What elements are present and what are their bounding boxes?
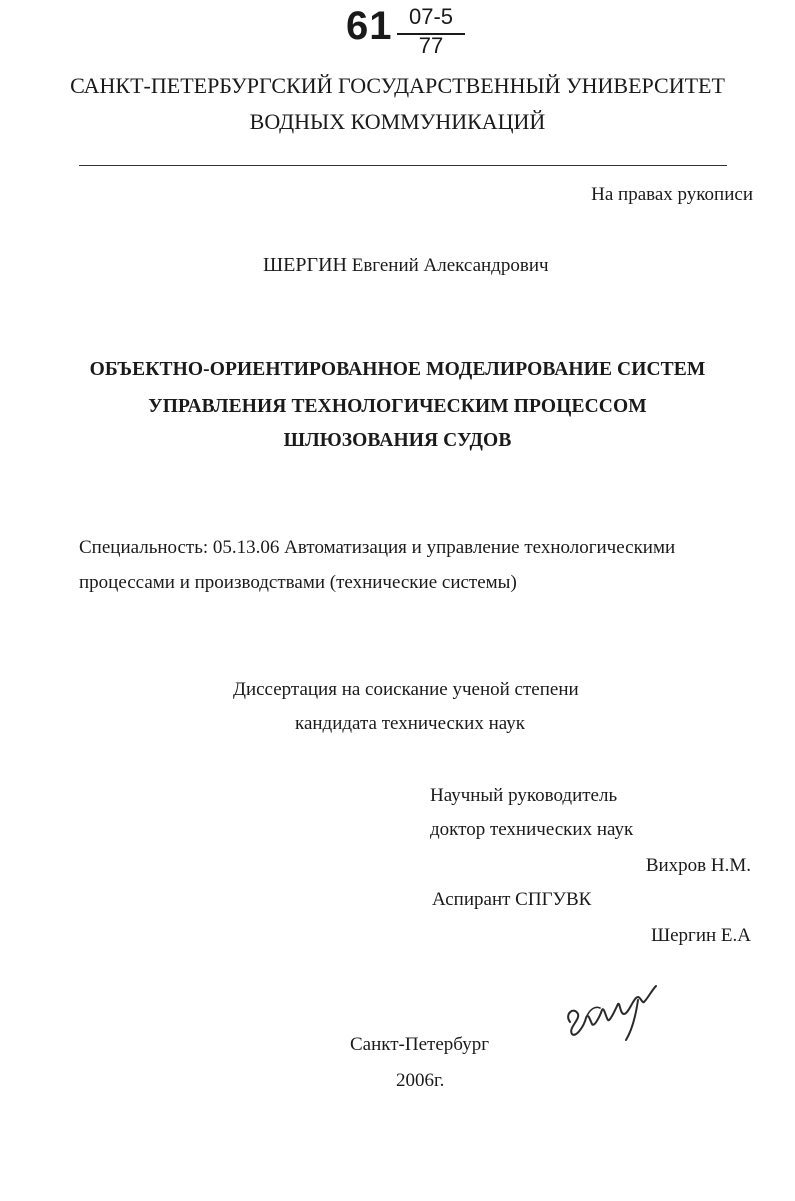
- place: Санкт-Петербург: [350, 1034, 490, 1055]
- library-code-main: 61: [346, 4, 393, 48]
- thesis-title-line1: ОБЪЕКТНО-ОРИЕНТИРОВАННОЕ МОДЕЛИРОВАНИЕ СИСТЕМ: [89, 359, 706, 380]
- year: 2006г.: [396, 1070, 445, 1091]
- specialty-line1: Специальность: 05.13.06 Автоматизация и управление технологическими: [79, 537, 676, 558]
- dissertation-line2: кандидата технических наук: [295, 713, 525, 734]
- specialty-line2: процессами и производствами (технические системы): [79, 572, 517, 593]
- postgraduate-name: Шергин Е.А: [650, 925, 751, 946]
- library-code-numerator: 07-5: [408, 4, 454, 29]
- postgraduate-role: Аспирант СПГУВК: [432, 889, 592, 910]
- author-surname: ШЕРГИН: [263, 254, 347, 276]
- thesis-title-line3: ШЛЮЗОВАНИЯ СУДОВ: [283, 430, 512, 451]
- header-divider: [79, 165, 727, 166]
- supervisor-role: Научный руководитель: [430, 785, 618, 806]
- dissertation-line1: Диссертация на соискание ученой степени: [233, 679, 579, 700]
- manuscript-note: На правах рукописи: [591, 184, 753, 205]
- supervisor-name: Вихров Н.М.: [645, 855, 751, 876]
- handwritten-signature: [556, 978, 676, 1048]
- author-given-names: Евгений Александрович: [351, 255, 549, 276]
- author-name: [263, 253, 549, 278]
- thesis-title-line2: УПРАВЛЕНИЯ ТЕХНОЛОГИЧЕСКИМ ПРОЦЕССОМ: [148, 396, 647, 417]
- library-code-denominator: 77: [418, 33, 444, 58]
- supervisor-degree: доктор технических наук: [430, 819, 634, 840]
- university-name-line2: ВОДНЫХ КОММУНИКАЦИЙ: [249, 109, 546, 134]
- university-name-line1: САНКТ-ПЕТЕРБУРГСКИЙ ГОСУДАРСТВЕННЫЙ УНИВЕРСИТЕТ: [70, 73, 725, 98]
